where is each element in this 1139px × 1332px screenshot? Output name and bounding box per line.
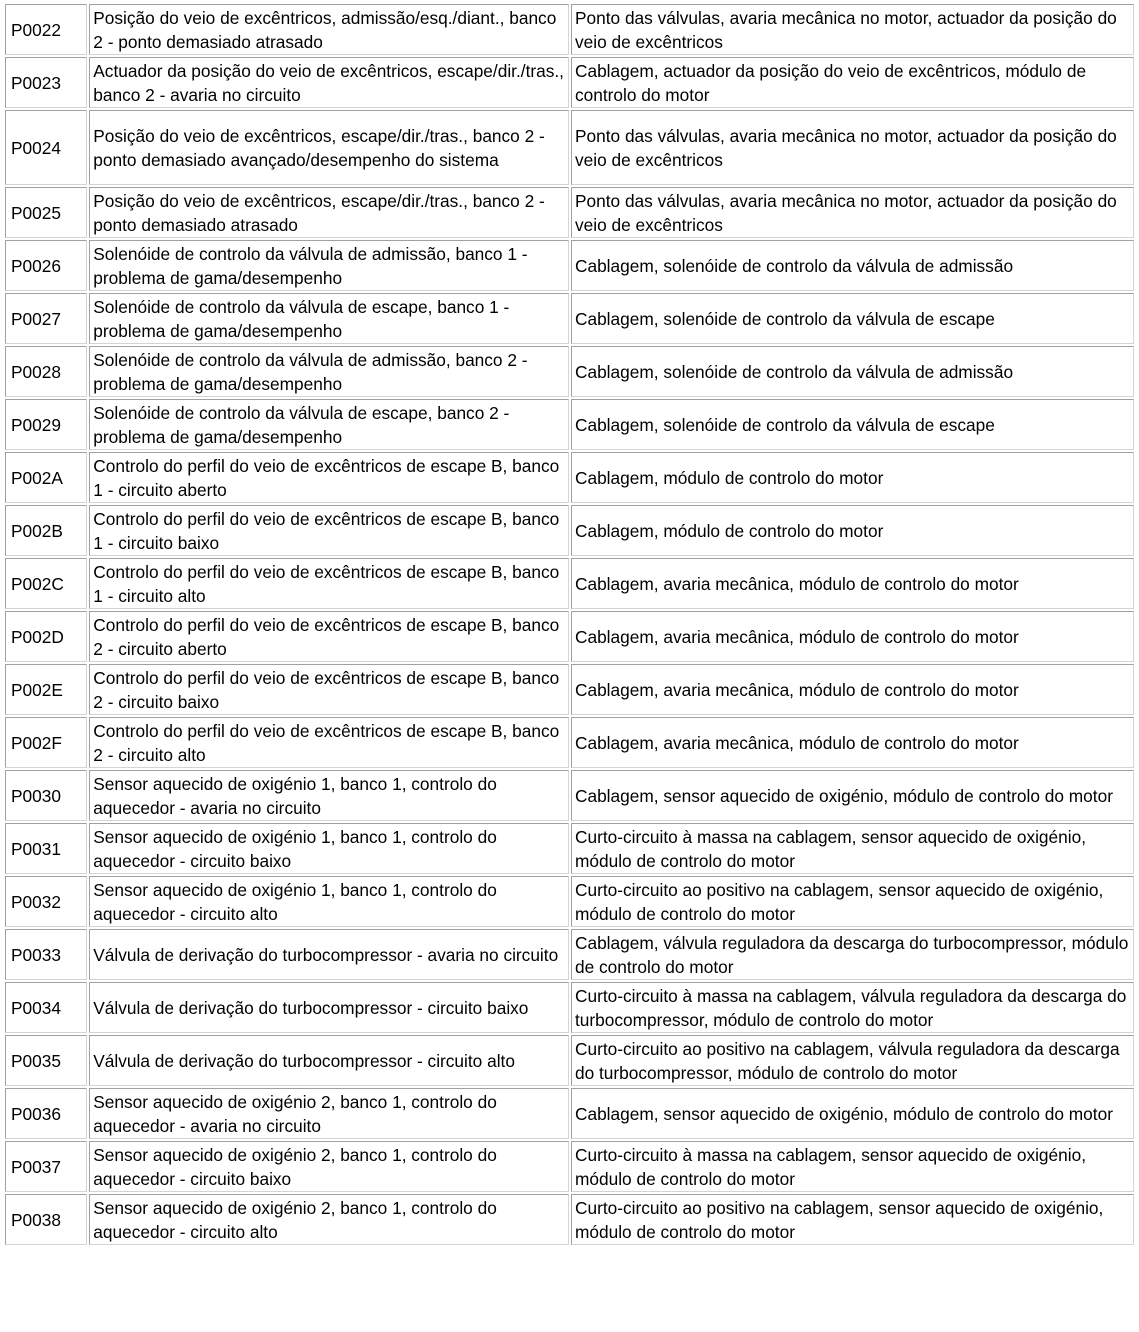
description-cell: Solenóide de controlo da válvula de admissão, banco 1 - problema de gama/desempenho [89, 240, 569, 291]
fault-code-cell: P0038 [5, 1194, 87, 1245]
causes-cell: Cablagem, sensor aquecido de oxigénio, módulo de controlo do motor [571, 770, 1134, 821]
fault-code-cell: P002E [5, 664, 87, 715]
causes-cell: Curto-circuito ao positivo na cablagem, válvula reguladora da descarga do turbocompressor, módulo de controlo do motor [571, 1035, 1134, 1086]
fault-code-cell: P0024 [5, 110, 87, 185]
description-cell: Controlo do perfil do veio de excêntricos de escape B, banco 2 - circuito alto [89, 717, 569, 768]
fault-code-cell: P002C [5, 558, 87, 609]
description-cell: Actuador da posição do veio de excêntricos, escape/dir./tras., banco 2 - avaria no circuito [89, 57, 569, 108]
table-row [5, 823, 1134, 874]
fault-code-table [3, 2, 1136, 1247]
fault-code-cell: P0035 [5, 1035, 87, 1086]
table-row [5, 982, 1134, 1033]
fault-code-cell: P0026 [5, 240, 87, 291]
table-row [5, 664, 1134, 715]
description-cell: Sensor aquecido de oxigénio 2, banco 1, controlo do aquecedor - avaria no circuito [89, 1088, 569, 1139]
causes-cell: Cablagem, sensor aquecido de oxigénio, módulo de controlo do motor [571, 1088, 1134, 1139]
causes-cell: Cablagem, actuador da posição do veio de excêntricos, módulo de controlo do motor [571, 57, 1134, 108]
table-row [5, 1194, 1134, 1245]
causes-cell: Ponto das válvulas, avaria mecânica no motor, actuador da posição do veio de excêntricos [571, 187, 1134, 238]
table-row [5, 57, 1134, 108]
causes-cell: Ponto das válvulas, avaria mecânica no motor, actuador da posição do veio de excêntricos [571, 4, 1134, 55]
description-cell: Controlo do perfil do veio de excêntricos de escape B, banco 2 - circuito baixo [89, 664, 569, 715]
description-cell: Solenóide de controlo da válvula de admissão, banco 2 - problema de gama/desempenho [89, 346, 569, 397]
description-cell: Controlo do perfil do veio de excêntricos de escape B, banco 1 - circuito baixo [89, 505, 569, 556]
causes-cell: Cablagem, módulo de controlo do motor [571, 452, 1134, 503]
table-row [5, 1035, 1134, 1086]
description-cell: Sensor aquecido de oxigénio 2, banco 1, controlo do aquecedor - circuito alto [89, 1194, 569, 1245]
table-row [5, 4, 1134, 55]
table-row [5, 240, 1134, 291]
causes-cell: Cablagem, avaria mecânica, módulo de controlo do motor [571, 611, 1134, 662]
table-row [5, 452, 1134, 503]
description-cell: Sensor aquecido de oxigénio 1, banco 1, controlo do aquecedor - avaria no circuito [89, 770, 569, 821]
table-row [5, 399, 1134, 450]
causes-cell: Cablagem, solenóide de controlo da válvula de admissão [571, 346, 1134, 397]
description-cell: Sensor aquecido de oxigénio 1, banco 1, controlo do aquecedor - circuito alto [89, 876, 569, 927]
fault-code-cell: P0028 [5, 346, 87, 397]
causes-cell: Cablagem, avaria mecânica, módulo de controlo do motor [571, 717, 1134, 768]
fault-code-cell: P0034 [5, 982, 87, 1033]
fault-code-cell: P0033 [5, 929, 87, 980]
table-row [5, 110, 1134, 185]
causes-cell: Cablagem, solenóide de controlo da válvula de escape [571, 399, 1134, 450]
fault-code-cell: P0029 [5, 399, 87, 450]
fault-code-cell: P002B [5, 505, 87, 556]
table-row [5, 187, 1134, 238]
table-row [5, 293, 1134, 344]
causes-cell: Cablagem, avaria mecânica, módulo de controlo do motor [571, 664, 1134, 715]
table-row [5, 505, 1134, 556]
fault-code-cell: P002A [5, 452, 87, 503]
fault-code-cell: P0032 [5, 876, 87, 927]
description-cell: Controlo do perfil do veio de excêntricos de escape B, banco 1 - circuito aberto [89, 452, 569, 503]
causes-cell: Cablagem, solenóide de controlo da válvula de admissão [571, 240, 1134, 291]
fault-code-cell: P0036 [5, 1088, 87, 1139]
causes-cell: Curto-circuito à massa na cablagem, sensor aquecido de oxigénio, módulo de controlo do motor [571, 823, 1134, 874]
description-cell: Válvula de derivação do turbocompressor - circuito alto [89, 1035, 569, 1086]
description-cell: Posição do veio de excêntricos, escape/dir./tras., banco 2 - ponto demasiado avançado/desempenho do sistema [89, 110, 569, 185]
table-row [5, 717, 1134, 768]
description-cell: Controlo do perfil do veio de excêntricos de escape B, banco 2 - circuito aberto [89, 611, 569, 662]
table-row [5, 929, 1134, 980]
fault-code-cell: P0030 [5, 770, 87, 821]
description-cell: Sensor aquecido de oxigénio 1, banco 1, controlo do aquecedor - circuito baixo [89, 823, 569, 874]
fault-code-cell: P0031 [5, 823, 87, 874]
table-row [5, 346, 1134, 397]
fault-code-cell: P002F [5, 717, 87, 768]
causes-cell: Curto-circuito à massa na cablagem, válvula reguladora da descarga do turbocompressor, módulo de controlo do motor [571, 982, 1134, 1033]
fault-code-cell: P0037 [5, 1141, 87, 1192]
fault-code-cell: P0022 [5, 4, 87, 55]
description-cell: Posição do veio de excêntricos, admissão/esq./diant., banco 2 - ponto demasiado atrasado [89, 4, 569, 55]
table-row [5, 611, 1134, 662]
description-cell: Solenóide de controlo da válvula de escape, banco 1 - problema de gama/desempenho [89, 293, 569, 344]
description-cell: Válvula de derivação do turbocompressor - avaria no circuito [89, 929, 569, 980]
fault-code-cell: P0023 [5, 57, 87, 108]
causes-cell: Cablagem, válvula reguladora da descarga do turbocompressor, módulo de controlo do motor [571, 929, 1134, 980]
description-cell: Controlo do perfil do veio de excêntricos de escape B, banco 1 - circuito alto [89, 558, 569, 609]
table-row [5, 1088, 1134, 1139]
table-row [5, 558, 1134, 609]
description-cell: Posição do veio de excêntricos, escape/dir./tras., banco 2 - ponto demasiado atrasado [89, 187, 569, 238]
causes-cell: Cablagem, solenóide de controlo da válvula de escape [571, 293, 1134, 344]
fault-code-cell: P0025 [5, 187, 87, 238]
causes-cell: Cablagem, módulo de controlo do motor [571, 505, 1134, 556]
causes-cell: Curto-circuito à massa na cablagem, sensor aquecido de oxigénio, módulo de controlo do motor [571, 1141, 1134, 1192]
causes-cell: Cablagem, avaria mecânica, módulo de controlo do motor [571, 558, 1134, 609]
table-row [5, 876, 1134, 927]
description-cell: Sensor aquecido de oxigénio 2, banco 1, controlo do aquecedor - circuito baixo [89, 1141, 569, 1192]
table-row [5, 1141, 1134, 1192]
fault-code-cell: P002D [5, 611, 87, 662]
table-row [5, 770, 1134, 821]
causes-cell: Curto-circuito ao positivo na cablagem, sensor aquecido de oxigénio, módulo de controlo do motor [571, 876, 1134, 927]
description-cell: Solenóide de controlo da válvula de escape, banco 2 - problema de gama/desempenho [89, 399, 569, 450]
description-cell: Válvula de derivação do turbocompressor - circuito baixo [89, 982, 569, 1033]
causes-cell: Ponto das válvulas, avaria mecânica no motor, actuador da posição do veio de excêntricos [571, 110, 1134, 185]
causes-cell: Curto-circuito ao positivo na cablagem, sensor aquecido de oxigénio, módulo de controlo do motor [571, 1194, 1134, 1245]
fault-code-cell: P0027 [5, 293, 87, 344]
